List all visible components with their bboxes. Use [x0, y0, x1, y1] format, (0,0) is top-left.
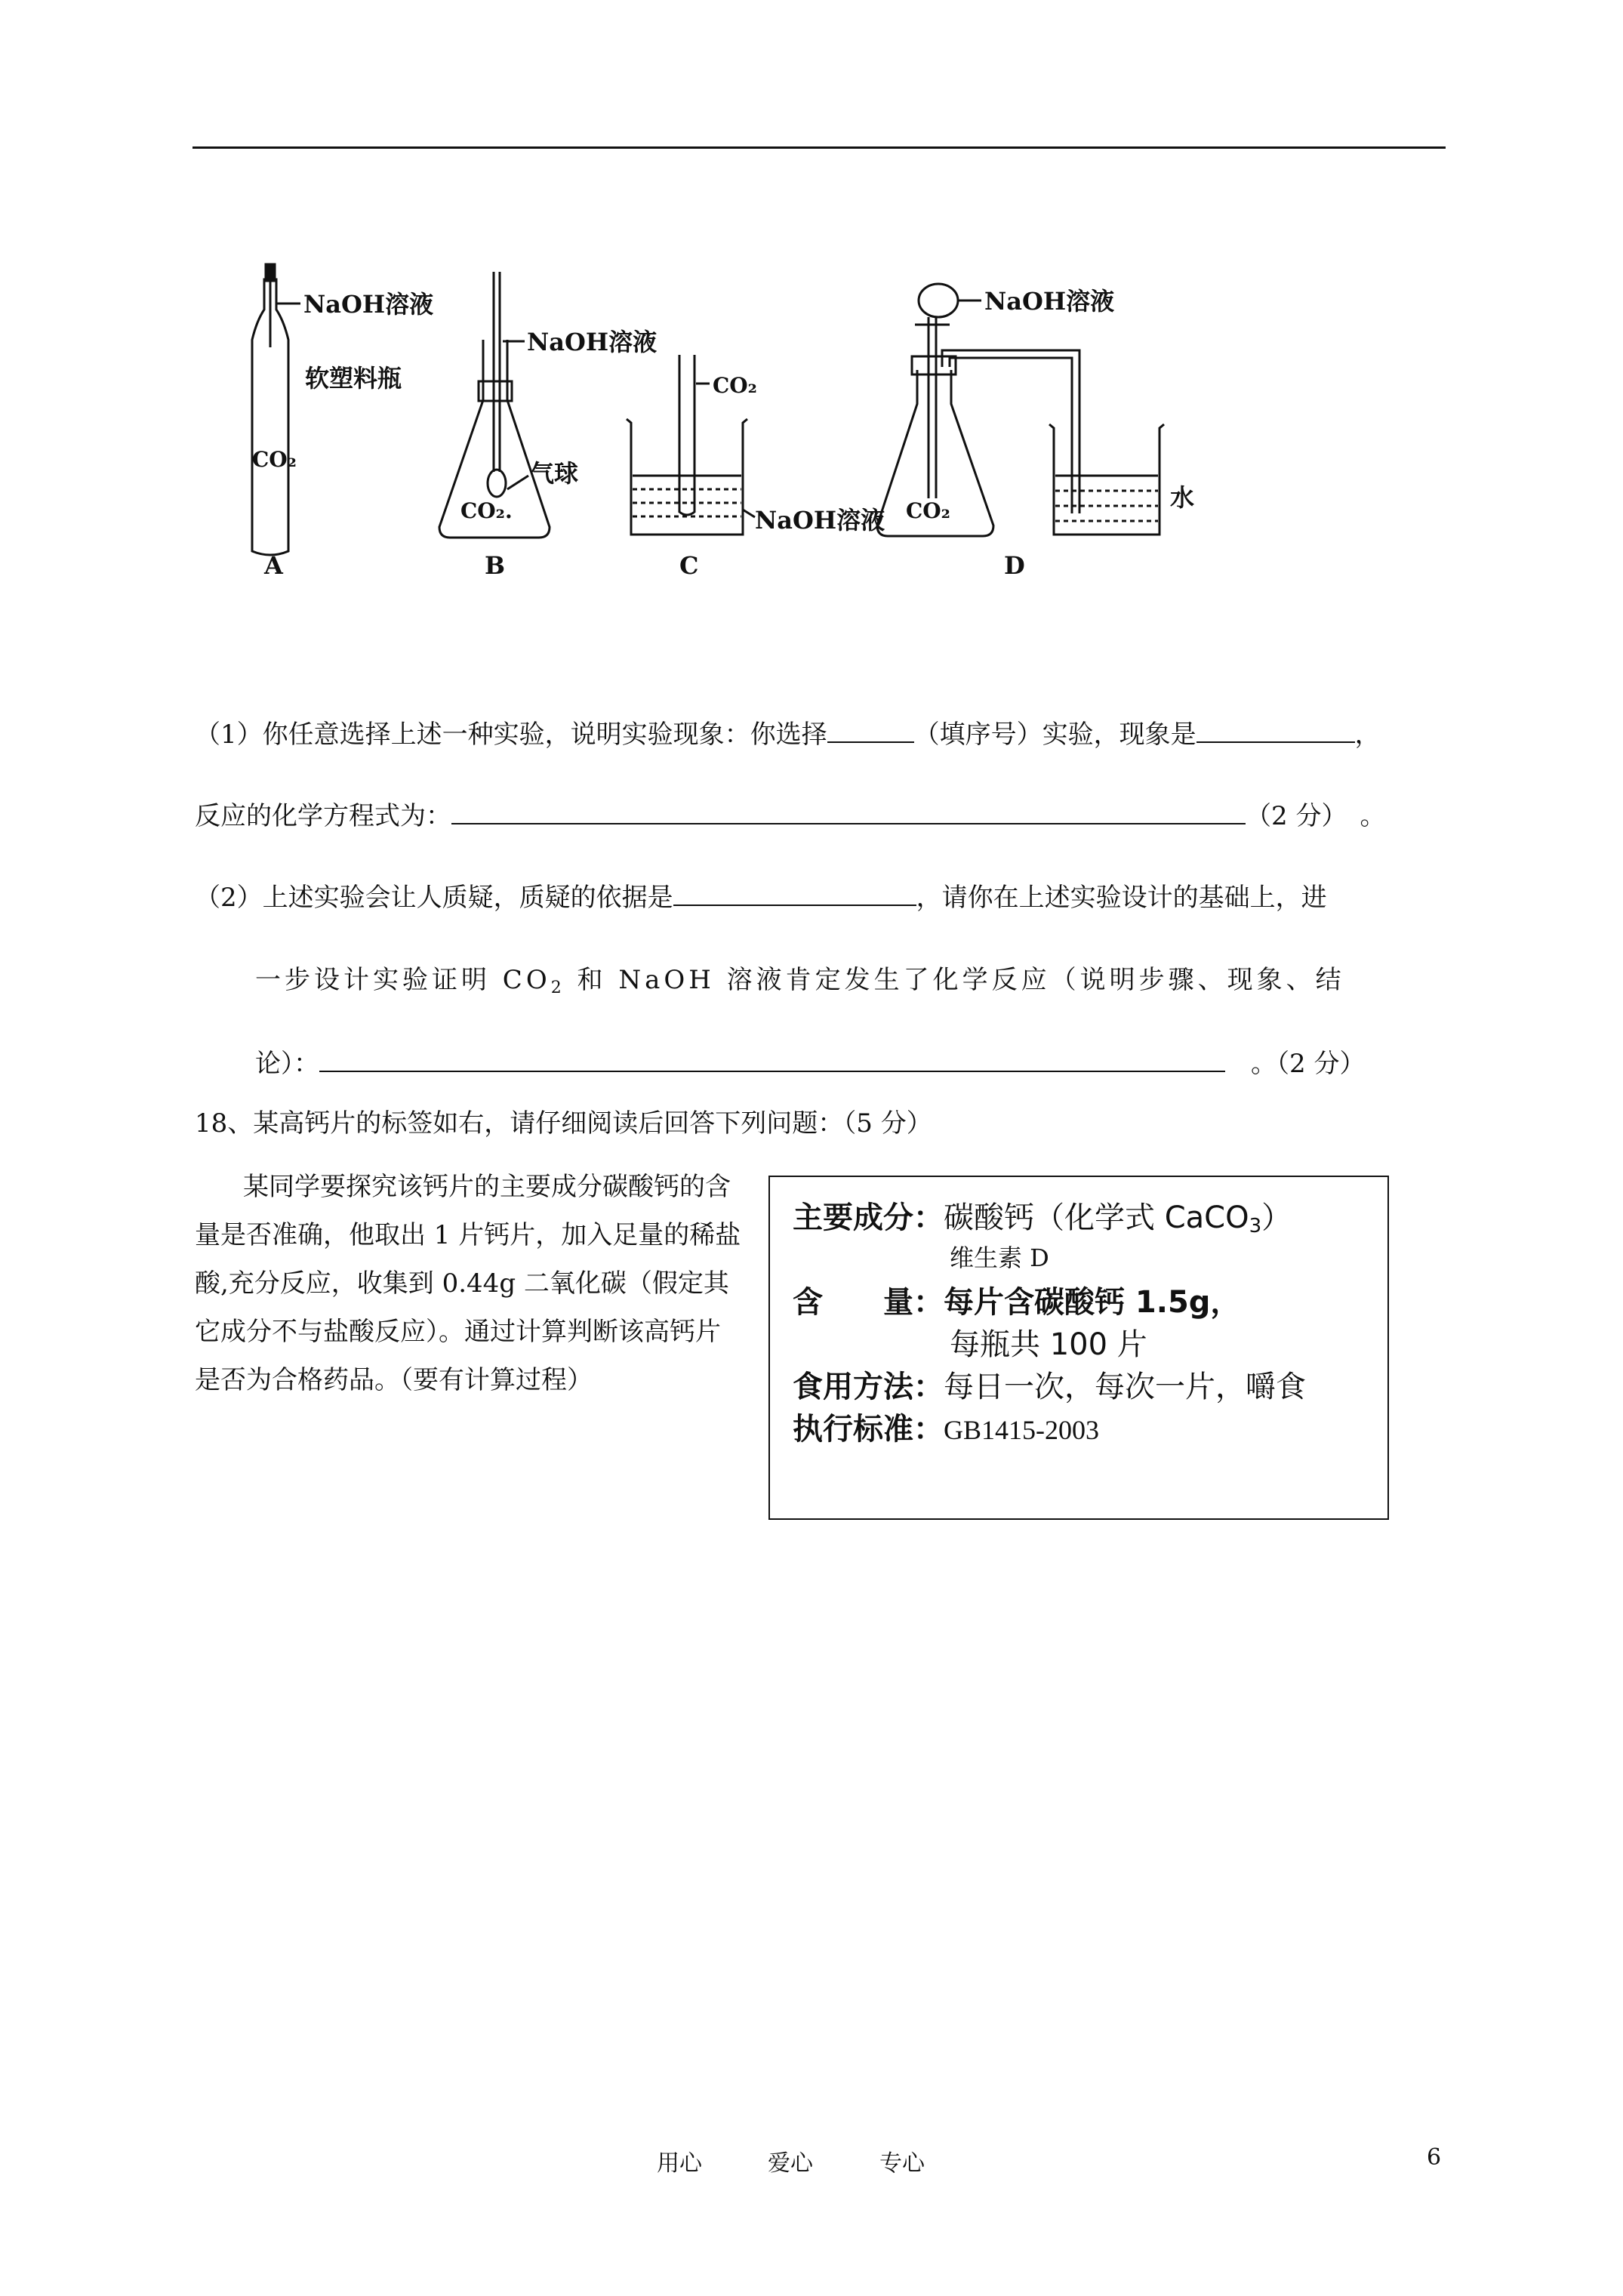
footer-motto-3: 专心 [879, 2150, 925, 2177]
label-a-bottle: 软塑料瓶 [305, 364, 402, 393]
q17-part1-line1: （1）你任意选择上述一种实验，说明实验现象：你选择 （填序号）实验，现象是 ， [195, 716, 1381, 751]
label-c-naoh: NaOH溶液 [755, 506, 885, 535]
q18-body: 某同学要探究该钙片的主要成分碳酸钙的含量是否准确，他取出 1 片钙片，加入足量的稀盐酸,充分反应，收集到 0.44g 二氧化碳（假定其它成分不与盐酸反应）。通过计算判断该高钙片是否为合格药品。（要有计算过程） [195, 1172, 741, 1395]
caption-b: B [485, 551, 506, 580]
label-d-naoh: NaOH溶液 [984, 287, 1115, 316]
label-b-naoh: NaOH溶液 [527, 328, 658, 356]
answer-blank-conclusion[interactable] [319, 1045, 1225, 1072]
label-a-gas: CO₂ [252, 447, 297, 472]
label-row-count: 每瓶共 100 片 [950, 1327, 1147, 1362]
label-row-content: 含 量：每片含碳酸钙 1.5g， [793, 1285, 1241, 1320]
answer-blank-phenomenon[interactable] [1196, 716, 1355, 743]
q17-part2-line1: （2）上述实验会让人质疑，质疑的依据是 ，请你在上述实验设计的基础上，进 [195, 879, 1327, 914]
answer-blank-doubt[interactable] [673, 879, 916, 906]
q18-title: 18、某高钙片的标签如右，请仔细阅读后回答下列问题：（5 分） [195, 1108, 932, 1139]
page-number: 6 [1427, 2144, 1442, 2171]
label-d-gas: CO₂ [906, 498, 950, 523]
header-rule [192, 146, 1446, 149]
label-b-balloon: 气球 [530, 459, 579, 488]
footer-motto-2: 爱心 [768, 2150, 813, 2177]
label-row-vitamin: 维生素 D [950, 1244, 1049, 1272]
q17-part2-line3: 论）： 。（2 分） [255, 1045, 1365, 1080]
caption-d: D [1004, 551, 1025, 580]
label-b-gas: CO₂. [460, 498, 513, 523]
q17-part2-line2: 一步设计实验证明 $CO_2$ 和 NaOH 溶液肯定发生了化学反应（说明步骤、现象、结 [255, 965, 1345, 997]
label-c-gas: CO₂ [713, 373, 757, 398]
label-row-usage: 食用方法：每日一次，每次一片，嚼食 [793, 1370, 1306, 1404]
q17-part1-line2: 反应的化学方程式为： （2 分） 。 [195, 797, 1385, 833]
answer-blank-choice[interactable] [827, 716, 914, 743]
caption-c: C [679, 551, 699, 580]
experiment-figure [226, 249, 1223, 596]
answer-blank-equation[interactable] [451, 797, 1246, 824]
label-d-water: 水 [1170, 483, 1195, 512]
product-label [768, 1176, 1389, 1520]
bottle-a [252, 264, 288, 555]
label-a-naoh: NaOH溶液 [303, 290, 434, 319]
caption-a: A [264, 551, 283, 580]
label-row-standard: 执行标准：GB1415-2003 [793, 1412, 1099, 1447]
footer-motto-1: 用心 [657, 2150, 702, 2177]
label-row-ingredients: 主要成分：碳酸钙（化学式 CaCO3） [793, 1200, 1292, 1237]
